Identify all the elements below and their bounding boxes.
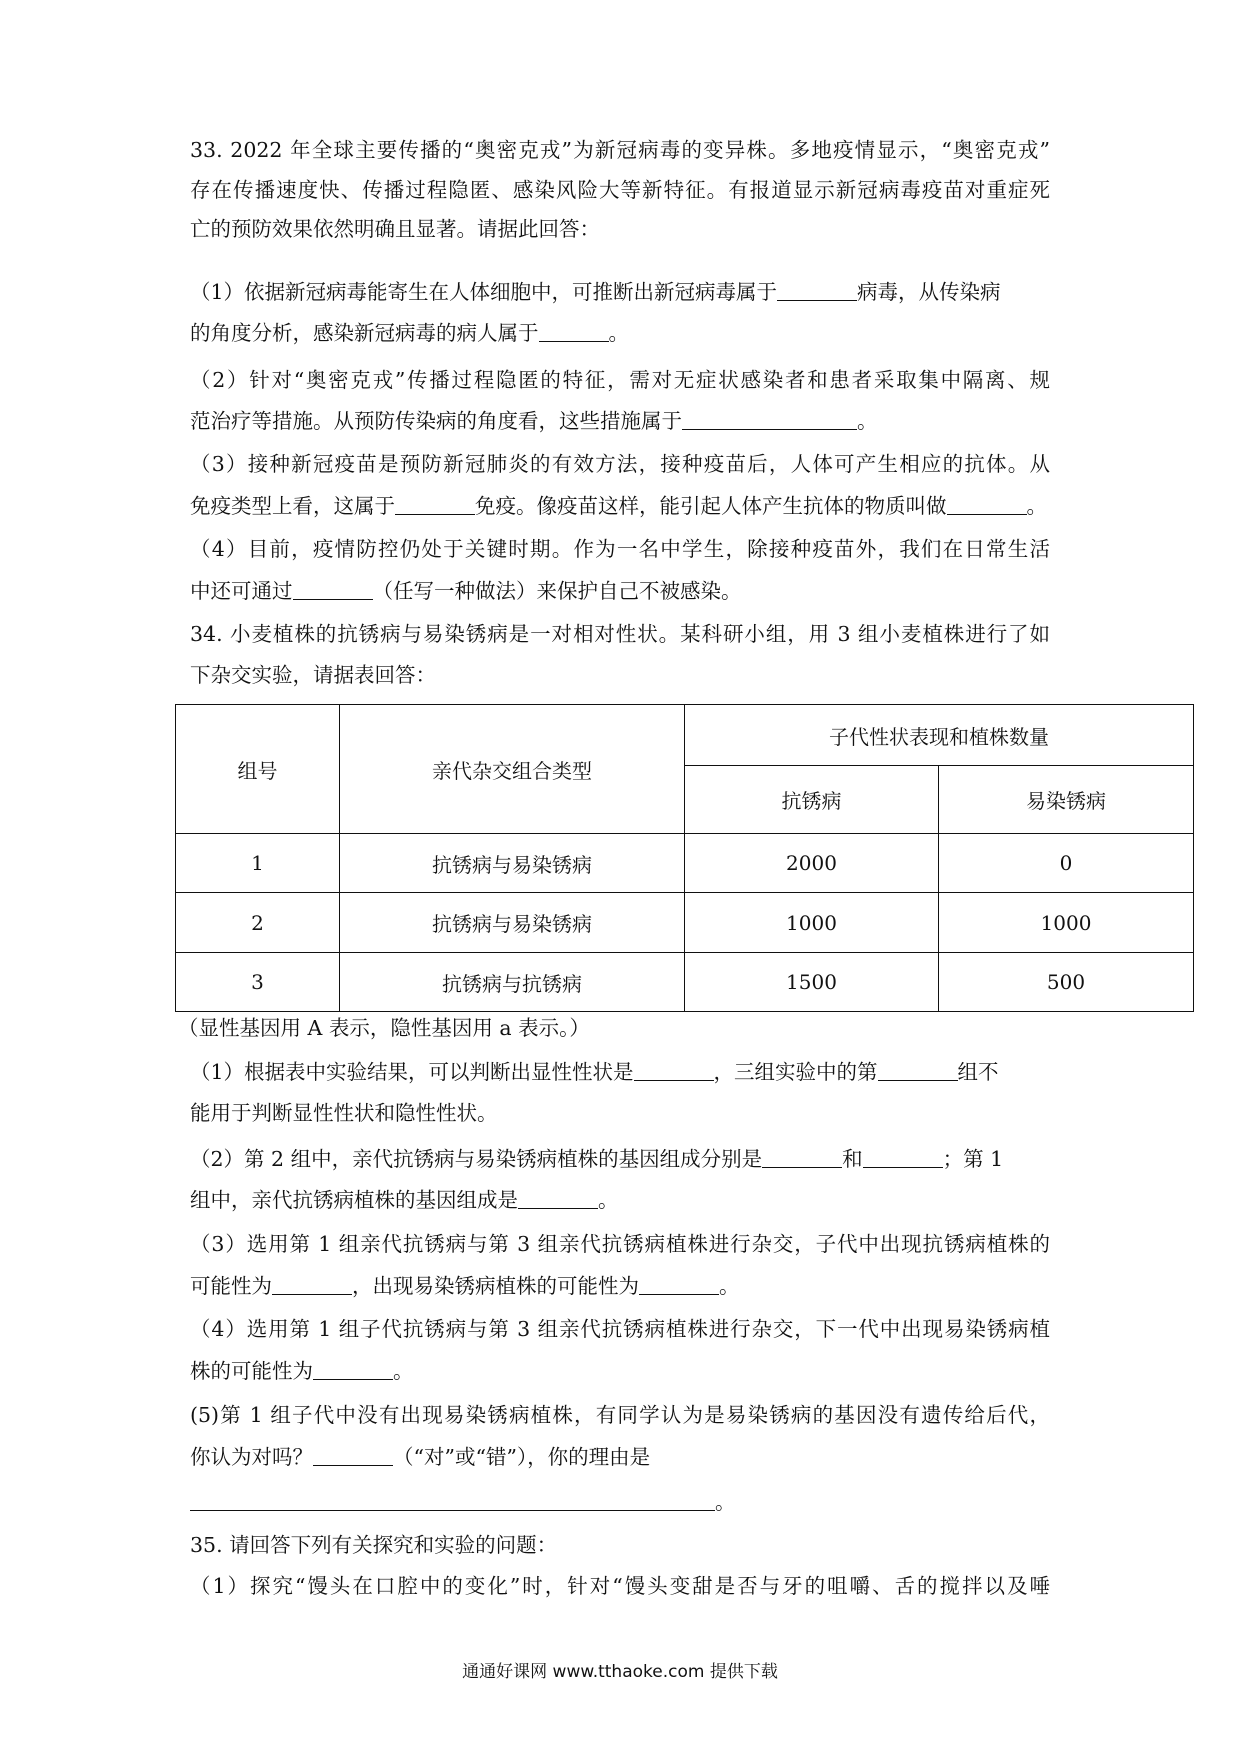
q34-part1-line1 — [190, 1058, 999, 1086]
q34-part5-line3 — [190, 1488, 736, 1516]
hybridization-table — [175, 704, 1194, 1012]
cell-parent: 抗锈病与易染锈病 — [340, 834, 685, 893]
q34-part2-text: （2）第 2 组中，亲代抗锈病与易染锈病植株的基因组成分别是 — [190, 1147, 763, 1171]
q33-part4-text: （任写一种做法）来保护自己不被感染。 — [372, 579, 742, 603]
q33-part2-line1: （2）针对“奥密克戎”传播过程隐匿的特征，需对无症状感染者和患者采取集中隔离、规 — [190, 368, 1050, 392]
q35-stem: 35. 请回答下列有关探究和实验的问题： — [190, 1533, 558, 1557]
cell-resistant: 1000 — [685, 893, 939, 953]
header-group: 组号 — [176, 705, 340, 834]
answer-blank[interactable] — [539, 321, 609, 342]
header-parent-cross: 亲代杂交组合类型 — [340, 705, 685, 834]
q33-part4-text: 中还可通过 — [190, 579, 293, 603]
answer-blank[interactable] — [272, 1274, 352, 1295]
q33-stem-line2: 存在传播速度快、传播过程隐匿、感染风险大等新特征。有报道显示新冠病毒疫苗对重症死 — [190, 178, 1050, 202]
q33-part1-text: （1）依据新冠病毒能寄生在人体细胞中，可推断出新冠病毒属于 — [190, 280, 778, 304]
answer-blank-long[interactable] — [190, 1490, 715, 1511]
cell-susceptible: 1000 — [939, 893, 1194, 953]
q33-part1-text: 。 — [608, 321, 629, 345]
cell-parent: 抗锈病与易染锈病 — [340, 893, 685, 953]
answer-blank[interactable] — [634, 1060, 714, 1081]
q33-part1-line2 — [190, 319, 629, 347]
q34-part1-text: 组不 — [957, 1060, 999, 1084]
q33-part2-text: 。 — [857, 409, 878, 433]
cell-resistant: 1500 — [685, 953, 939, 1012]
q34-part1-text: ，三组实验中的第 — [713, 1060, 878, 1084]
q34-part3-text: 。 — [719, 1274, 740, 1298]
answer-blank[interactable] — [762, 1147, 842, 1168]
header-resistant: 抗锈病 — [685, 766, 939, 834]
q34-part2-line1 — [190, 1145, 1003, 1173]
q34-part4-line2 — [190, 1357, 414, 1385]
cell-parent: 抗锈病与抗锈病 — [340, 953, 685, 1012]
answer-blank[interactable] — [395, 494, 475, 515]
q34-part1-text: （1）根据表中实验结果，可以判断出显性性状是 — [190, 1060, 634, 1084]
answer-blank[interactable] — [682, 409, 857, 430]
answer-blank[interactable] — [947, 494, 1027, 515]
answer-blank[interactable] — [639, 1274, 719, 1295]
q34-part4-text: 。 — [393, 1359, 414, 1383]
answer-blank[interactable] — [518, 1188, 598, 1209]
cell-group: 1 — [176, 834, 340, 893]
cell-group: 3 — [176, 953, 340, 1012]
q34-part2-line2 — [190, 1186, 619, 1214]
q34-part3-text: 可能性为 — [190, 1274, 272, 1298]
q33-part3-text: 免疫类型上看，这属于 — [190, 494, 395, 518]
header-susceptible: 易染锈病 — [939, 766, 1194, 834]
q33-stem-line1: 33. 2022 年全球主要传播的“奥密克戎”为新冠病毒的变异株。多地疫情显示，“奥密克戎” — [190, 138, 1050, 162]
q34-part4-text: 株的可能性为 — [190, 1359, 313, 1383]
q34-part2-text: 和 — [842, 1147, 863, 1171]
answer-blank[interactable] — [863, 1147, 943, 1168]
cell-susceptible: 0 — [939, 834, 1194, 893]
table-row — [176, 893, 1194, 953]
q34-part3-line1: （3）选用第 1 组亲代抗锈病与第 3 组亲代抗锈病植株进行杂交，子代中出现抗锈病植株的 — [190, 1232, 1050, 1256]
q33-part3-line1: （3）接种新冠疫苗是预防新冠肺炎的有效方法，接种疫苗后，人体可产生相应的抗体。从 — [190, 452, 1050, 476]
answer-blank[interactable] — [777, 280, 857, 301]
table-row — [176, 953, 1194, 1012]
q34-note: （显性基因用 A 表示，隐性基因用 a 表示。） — [178, 1016, 590, 1040]
q34-part5-line2 — [190, 1443, 650, 1471]
q33-part4-line1: （4）目前，疫情防控仍处于关键时期。作为一名中学生，除接种疫苗外，我们在日常生活 — [190, 537, 1050, 561]
q33-part2-text: 范治疗等措施。从预防传染病的角度看，这些措施属于 — [190, 409, 682, 433]
q34-stem-line2: 下杂交实验，请据表回答： — [190, 663, 436, 687]
answer-blank[interactable] — [878, 1060, 958, 1081]
q34-part2-text: 。 — [598, 1188, 619, 1212]
q33-stem-line3: 亡的预防效果依然明确且显著。请据此回答： — [190, 217, 600, 241]
q34-part3-text: ，出现易染锈病植株的可能性为 — [352, 1274, 639, 1298]
page-footer: 通通好课网 www.tthaoke.com 提供下载 — [462, 1662, 778, 1682]
cell-resistant: 2000 — [685, 834, 939, 893]
q34-stem-line1: 34. 小麦植株的抗锈病与易染锈病是一对相对性状。某科研小组，用 3 组小麦植株进行了如 — [190, 622, 1050, 646]
q33-part3-line2 — [190, 492, 1047, 520]
table-row — [176, 834, 1194, 893]
q35-part1-line1: （1）探究“馒头在口腔中的变化”时，针对“馒头变甜是否与牙的咀嚼、舌的搅拌以及唾 — [190, 1574, 1050, 1598]
q33-part1-text: 的角度分析，感染新冠病毒的病人属于 — [190, 321, 539, 345]
q34-part3-line2 — [190, 1272, 740, 1300]
q33-part3-text: 。 — [1026, 494, 1047, 518]
q33-part1-text: 病毒，从传染病 — [857, 280, 1001, 304]
answer-blank[interactable] — [293, 579, 373, 600]
q34-part2-text: 组中，亲代抗锈病植株的基因组成是 — [190, 1188, 518, 1212]
answer-blank[interactable] — [313, 1445, 393, 1466]
q34-part5-line1: (5)第 1 组子代中没有出现易染锈病植株，有同学认为是易染锈病的基因没有遗传给后代， — [190, 1403, 1050, 1427]
q34-part5-text: 你认为对吗？ — [190, 1445, 313, 1469]
q33-part3-text: 免疫。像疫苗这样，能引起人体产生抗体的物质叫做 — [475, 494, 947, 518]
q33-part4-line2 — [190, 577, 742, 605]
q34-part2-text: ；第 1 — [942, 1147, 1004, 1171]
q33-part2-line2 — [190, 407, 878, 435]
q34-part5-text: （“对”或“错”），你的理由是 — [393, 1445, 651, 1469]
q34-part4-line1: （4）选用第 1 组子代抗锈病与第 3 组亲代抗锈病植株进行杂交，下一代中出现易染锈病植 — [190, 1317, 1050, 1341]
q33-part1-line1 — [190, 278, 1001, 306]
cell-susceptible: 500 — [939, 953, 1194, 1012]
cell-group: 2 — [176, 893, 340, 953]
answer-blank[interactable] — [313, 1359, 393, 1380]
header-offspring: 子代性状表现和植株数量 — [685, 705, 1194, 766]
q34-part1-line2: 能用于判断显性性状和隐性性状。 — [190, 1101, 498, 1125]
q34-part5-text: 。 — [715, 1490, 736, 1514]
